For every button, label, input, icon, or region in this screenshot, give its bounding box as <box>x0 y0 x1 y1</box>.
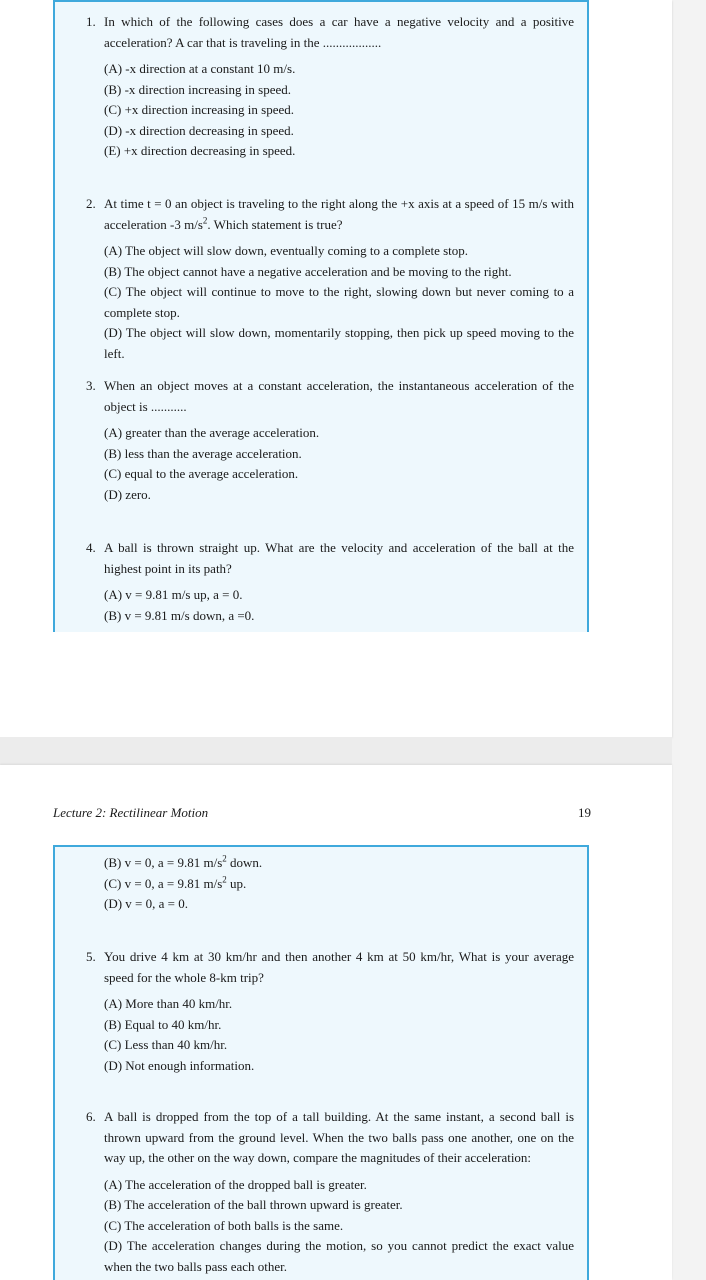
option-a: (A) greater than the average acceleration. <box>104 425 320 440</box>
question-stem <box>104 194 574 235</box>
option-c: (C) equal to the average acceleration. <box>104 466 299 481</box>
option-c: (C) +x direction increasing in speed. <box>104 102 294 117</box>
option-b: (B) Equal to 40 km/hr. <box>104 1016 222 1032</box>
question-stem: In which of the following cases does a car have a negative velocity and a positive acceleration? A car that is traveling in the .................. <box>104 14 574 50</box>
question-4-continued <box>86 853 574 915</box>
question-stem: A ball is thrown straight up. What are the velocity and acceleration of the ball at the highest point in its path? <box>104 540 574 576</box>
question-stem: A ball is dropped from the top of a tall building. At the same instant, a second ball is thrown upward from the ground level. When the two balls pass one another, one on the way up, the other on the way down, compare the magnitudes of their acceleration: <box>104 1109 574 1165</box>
option-list <box>104 1175 574 1278</box>
option-c: (C) Less than 40 km/hr. <box>104 1037 228 1052</box>
question-number: 5. <box>86 949 96 964</box>
option-b: (B) The acceleration of the ball thrown upward is greater. <box>104 1197 403 1212</box>
viewer-background <box>672 0 706 1280</box>
option-d: (D) The acceleration changes during the motion, so you cannot predict the exact value when the two balls pass each other. <box>104 1238 574 1274</box>
option-list <box>104 241 574 364</box>
page-number: 19 <box>578 805 591 820</box>
superscript: 2 <box>202 215 208 226</box>
option-a: (A) v = 9.81 m/s up, a = 0. <box>104 587 243 602</box>
header-title: Lecture 2: Rectilinear Motion <box>53 805 209 820</box>
question-4 <box>86 538 574 626</box>
option-a: (A) More than 40 km/hr. <box>104 996 233 1011</box>
question-5 <box>86 947 574 1076</box>
option-c: (C) v = 0, a = 9.81 $m/s^2$ up. <box>104 874 247 891</box>
option-a: (A) The acceleration of the dropped ball is greater. <box>104 1176 367 1192</box>
option-d: (D) zero. <box>104 486 151 502</box>
question-number: 3. <box>86 378 96 393</box>
question-2 <box>86 194 574 364</box>
page-separator <box>0 737 672 765</box>
question-number: 6. <box>86 1109 96 1124</box>
option-b: (B) less than the average acceleration. <box>104 445 302 461</box>
option-c: (C) The acceleration of both balls is the same. <box>104 1217 344 1233</box>
option-list <box>104 423 574 505</box>
option-c: (C) The object will continue to move to the right, slowing down but never coming to a complete stop. <box>104 284 574 320</box>
question-stem: You drive 4 km at 30 km/hr and then another 4 km at 50 km/hr, What is your average speed for the whole 8-km trip? <box>104 949 574 985</box>
option-d: (D) -x direction decreasing in speed. <box>104 122 294 138</box>
option-b: (B) v = 9.81 m/s down, a =0. <box>104 607 255 623</box>
option-e: (E) +x direction decreasing in speed. <box>104 143 296 158</box>
question-1 <box>86 12 574 162</box>
question-3 <box>86 376 574 505</box>
option-b-alt: (B) v = 0, a = 9.81 $m/s^2$ down. <box>104 853 263 870</box>
option-b: (B) The object cannot have a negative acceleration and be moving to the right. <box>104 263 512 279</box>
stem-text-end: . Which statement is true? <box>207 216 343 232</box>
option-b: (B) -x direction increasing in speed. <box>104 81 291 97</box>
question-number: 1. <box>86 14 96 29</box>
question-number: 4. <box>86 540 96 555</box>
stem-text: At time t = 0 an object is traveling to the right along the +x axis at a speed of 15 m/s with acceleration -3 m/s <box>104 196 574 232</box>
option-a: (A) The object will slow down, eventually coming to a complete stop. <box>104 243 469 258</box>
option-list <box>104 585 574 626</box>
option-a: (A) -x direction at a constant 10 m/s. <box>104 61 296 76</box>
option-list <box>104 59 574 162</box>
option-d: (D) The object will slow down, momentarily stopping, then pick up speed moving to the left. <box>104 325 574 361</box>
question-number: 2. <box>86 196 96 211</box>
option-d: (D) v = 0, a = 0. <box>104 896 188 911</box>
option-d: (D) Not enough information. <box>104 1057 255 1073</box>
option-list <box>104 853 574 915</box>
option-list <box>104 994 574 1076</box>
question-stem: When an object moves at a constant acceleration, the instantaneous acceleration of the object is ........... <box>104 378 574 414</box>
question-6 <box>86 1107 574 1277</box>
